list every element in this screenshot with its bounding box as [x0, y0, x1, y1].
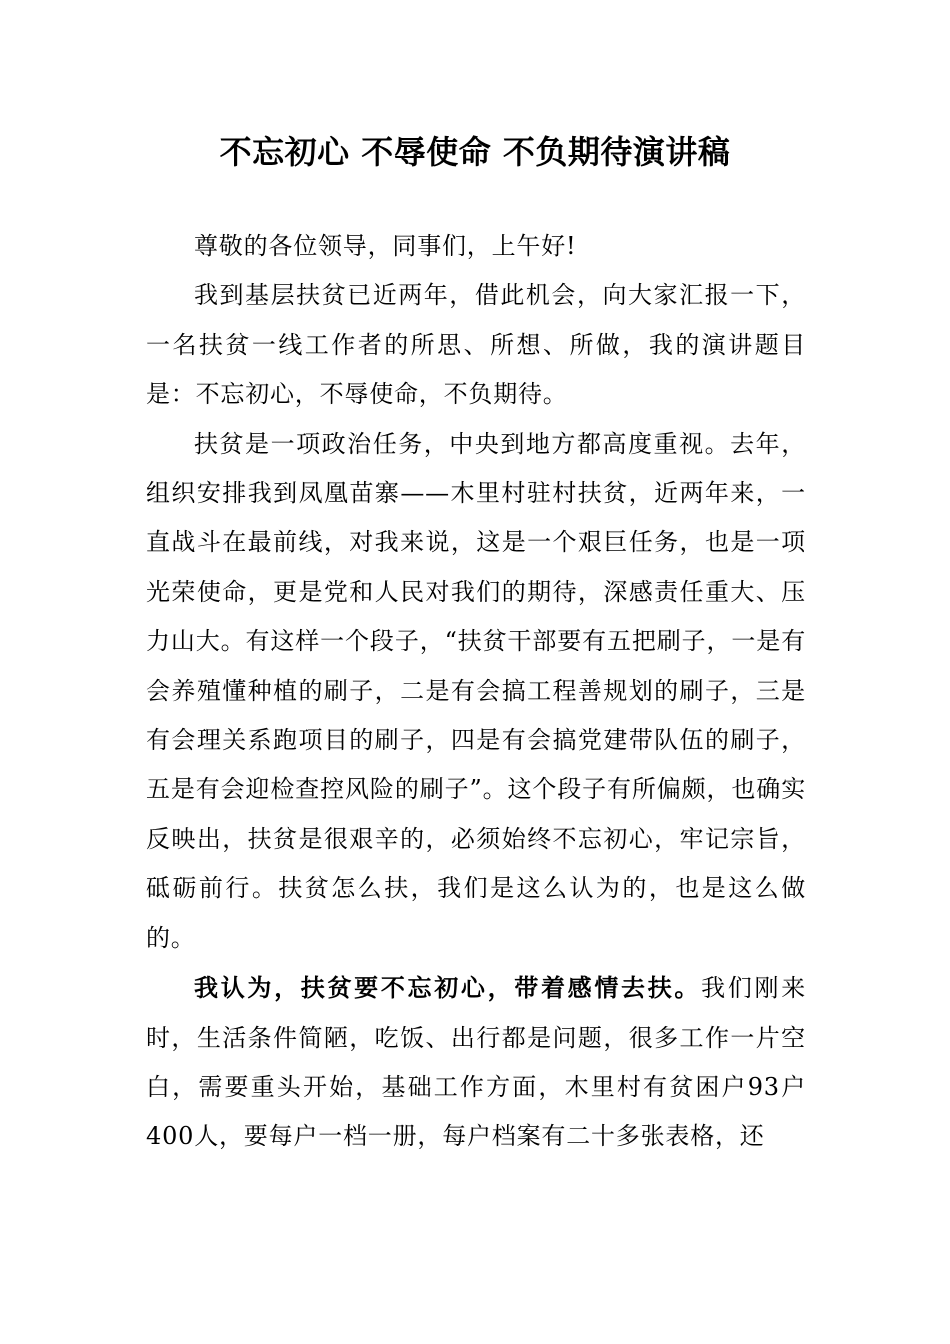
paragraph-continuation: 我们刚来时，生活条件简陋，吃饭、出行都是问题，很多工作一片空白，需要重头开始，基础工作方面，木里村有贫困户93户400人，要每户一档一册，每户档案有二十多张表格，还 — [146, 974, 806, 1151]
intro-paragraph: 我到基层扶贫已近两年，借此机会，向大家汇报一下，一名扶贫一线工作者的所思、所想、所做，我的演讲题目是：不忘初心，不辱使命，不负期待。 — [146, 281, 806, 409]
poverty-alleviation-paragraph: 扶贫是一项政治任务，中央到地方都高度重视。去年，组织安排我到凤凰苗寨——木里村驻村扶贫，近两年来，一直战斗在最前线，对我来说，这是一个艰巨任务，也是一项光荣使命，更是党和人民对我们的期待，深感责任重大、压力山大。有这样一个段子，“扶贫干部要有五把刷子，一是有会养殖懂种植的刷子，二是有会搞工程善规划的刷子，三是有会理关系跑项目的刷子，四是有会搞党建带队伍的刷子，五是有会迎检查控风险的刷子”。这个段子有所偏颇，也确实反映出，扶贫是很艰辛的，必须始终不忘初心，牢记宗旨，砥砺前行。扶贫怎么扶，我们是这么认为的，也是这么做的。 — [146, 429, 806, 952]
original-aspiration-paragraph — [146, 963, 806, 1162]
greeting-paragraph: 尊敬的各位领导，同事们，上午好! — [194, 232, 577, 260]
document-title: 不忘初心 不辱使命 不负期待演讲稿 — [219, 133, 731, 171]
paragraph-lead-sentence: 我认为，扶贫要不忘初心，带着感情去扶。 — [194, 973, 702, 1003]
document-body — [146, 222, 806, 1162]
